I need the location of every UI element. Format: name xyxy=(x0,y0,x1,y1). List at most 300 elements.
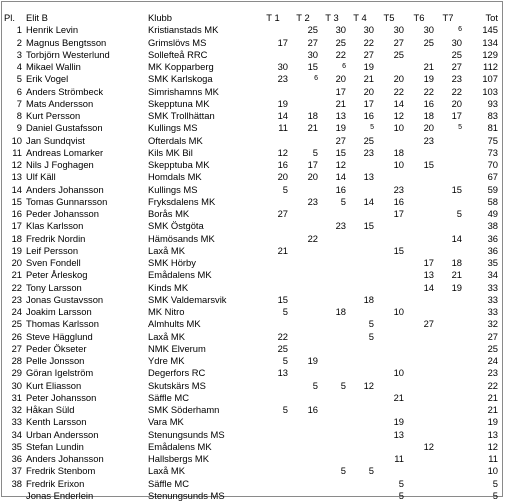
row-t3-score: 15 xyxy=(335,146,346,158)
table-row xyxy=(4,86,498,98)
row-t6-score: 15 xyxy=(423,159,434,170)
row-t5-score: 14 xyxy=(393,97,404,109)
row-t1-score: 23 xyxy=(277,73,288,85)
row-t7-score: 19 xyxy=(451,281,462,293)
table-row xyxy=(4,208,498,220)
table-row xyxy=(4,220,498,232)
table-row xyxy=(4,318,498,330)
table-row xyxy=(4,269,498,281)
table-row xyxy=(4,184,498,196)
row-t5-score xyxy=(374,282,404,294)
row-total: 5 xyxy=(492,489,498,501)
row-club: Kristianstads MK xyxy=(148,24,219,36)
row-t5-score xyxy=(374,135,404,147)
row-t1-score xyxy=(258,441,288,453)
row-t6-score: 19 xyxy=(423,73,434,85)
row-t1-score xyxy=(258,380,288,392)
row-t4-score xyxy=(346,159,374,171)
row-t7-score: 5 xyxy=(456,208,462,219)
row-t4-score xyxy=(346,453,374,465)
table-row xyxy=(4,24,498,36)
row-rider-name: Klas Karlsson xyxy=(26,220,84,232)
row-total: 93 xyxy=(487,97,498,109)
row-place: 2 xyxy=(16,36,22,48)
row-place: 37 xyxy=(11,465,22,477)
table-row xyxy=(4,233,498,245)
row-t4-score xyxy=(346,184,374,196)
row-t4-score xyxy=(346,306,374,318)
row-t1-score xyxy=(258,233,288,245)
row-place: 30 xyxy=(11,379,22,391)
row-t4-score xyxy=(346,233,374,245)
table-row xyxy=(4,343,498,355)
row-t5-score: 10 xyxy=(393,367,404,379)
row-t3-score: 5 xyxy=(340,465,346,477)
row-t1-score: 19 xyxy=(277,97,288,109)
row-t5-score: 21 xyxy=(393,391,404,403)
row-rider-name: Thomas Karlsson xyxy=(26,318,99,330)
row-t3-score: 19 xyxy=(335,122,346,134)
row-club: Laxå MK xyxy=(148,244,185,256)
row-t1-score xyxy=(258,392,288,404)
header-t3: T 3 xyxy=(325,12,339,23)
row-t3-score: 18 xyxy=(335,306,346,317)
row-t1-score: 15 xyxy=(277,293,288,305)
row-place: 21 xyxy=(11,269,22,281)
row-t7-score xyxy=(434,331,462,343)
row-total: 22 xyxy=(487,379,498,391)
row-club: SMK Valdemarsvik xyxy=(148,293,227,305)
row-t6-score xyxy=(404,208,434,220)
row-place: 22 xyxy=(11,281,22,293)
row-t3-score: 5 xyxy=(340,379,346,391)
row-t2-score: 30 xyxy=(307,48,318,60)
row-club: Degerfors RC xyxy=(148,367,206,379)
row-t6-score xyxy=(404,429,434,441)
row-t7-score xyxy=(434,147,462,159)
row-t4-score: 15 xyxy=(363,220,374,232)
row-t1-score: 20 xyxy=(277,171,288,183)
row-t1-score xyxy=(258,24,288,36)
row-t3-score: 5 xyxy=(340,195,346,207)
row-t1-score: 17 xyxy=(277,36,288,48)
row-club: Almhults MK xyxy=(148,318,201,330)
row-t1-score: 5 xyxy=(282,183,288,195)
row-place: 26 xyxy=(11,330,22,342)
row-t7-score: 18 xyxy=(451,257,462,268)
row-t5-score: 25 xyxy=(393,48,404,60)
row-t3-score xyxy=(318,355,346,367)
row-t5-score: 15 xyxy=(393,244,404,256)
row-t6-score xyxy=(404,465,434,477)
row-t2-score: 5 xyxy=(312,146,318,158)
row-t2-score: 5 xyxy=(312,379,318,391)
row-total: 49 xyxy=(487,208,498,219)
row-total: 27 xyxy=(487,330,498,342)
row-total: 81 xyxy=(487,122,498,134)
row-t3-score xyxy=(318,294,346,306)
row-total: 5 xyxy=(492,477,498,489)
row-t7-score xyxy=(434,429,462,441)
row-rider-name: Kurt Eliasson xyxy=(26,379,82,391)
row-club: Skepptuba MK xyxy=(148,159,210,170)
row-t5-score: 10 xyxy=(393,159,404,170)
row-place: 6 xyxy=(16,85,22,97)
row-club: SMK Söderhamn xyxy=(148,404,220,415)
row-total: 129 xyxy=(482,48,498,60)
row-t2-score xyxy=(288,135,318,147)
row-t1-score: 27 xyxy=(277,208,288,219)
row-t3-score xyxy=(318,343,346,355)
row-rider-name: Fredrik Erixon xyxy=(26,477,85,489)
table-row xyxy=(4,257,498,269)
row-t5-score: 16 xyxy=(393,195,404,207)
row-t7-score xyxy=(434,367,462,379)
row-place: 14 xyxy=(11,183,22,195)
row-t4-score: 25 xyxy=(363,134,374,146)
row-t7-score: 20 xyxy=(451,97,462,109)
row-total: 73 xyxy=(487,146,498,158)
row-t3-score xyxy=(318,429,346,441)
row-t2-score xyxy=(288,98,318,110)
row-t6-score xyxy=(404,490,434,502)
row-t2-score xyxy=(288,306,318,318)
row-t5-score xyxy=(374,257,404,269)
row-club: SMK Östgöta xyxy=(148,220,204,232)
row-t3-score: 23 xyxy=(335,220,346,232)
table-row xyxy=(4,73,498,85)
row-rider-name: Henrik Levin xyxy=(26,24,79,36)
row-t2-score xyxy=(288,331,318,343)
row-rider-name: Jonas Enderlein xyxy=(26,489,94,501)
row-t6-score: 18 xyxy=(423,110,434,121)
row-t1-score xyxy=(258,490,288,502)
table-row xyxy=(4,245,498,257)
row-t4-score: 5 xyxy=(368,318,374,330)
row-t7-score xyxy=(434,453,462,465)
row-t4-score xyxy=(346,404,374,416)
row-t2-score xyxy=(288,478,318,490)
row-t3-score xyxy=(318,245,346,257)
row-rider-name: Tomas Gunnarsson xyxy=(26,195,108,207)
table-row xyxy=(4,355,498,367)
table-row xyxy=(4,37,498,49)
row-t4-score: 5 xyxy=(368,465,374,477)
row-t5-score: 5 xyxy=(398,489,404,501)
row-t2-score: 15 xyxy=(307,61,318,72)
row-rider-name: Leif Persson xyxy=(26,244,79,256)
row-rider-name: Stefan Lundin xyxy=(26,440,84,452)
row-t5-score xyxy=(374,61,404,73)
row-t2-score: 22 xyxy=(307,232,318,244)
row-rider-name: Kenth Larsson xyxy=(26,416,87,428)
row-total: 33 xyxy=(487,293,498,305)
row-t2-score xyxy=(288,282,318,294)
row-club: Stenungsunds MS xyxy=(148,489,225,501)
row-rider-name: Anders Johansson xyxy=(26,453,104,464)
header-row xyxy=(4,12,498,24)
row-club: Laxå MK xyxy=(148,465,185,477)
table-row xyxy=(4,465,498,477)
row-t2-score xyxy=(288,392,318,404)
row-total: 36 xyxy=(487,244,498,256)
row-total: 35 xyxy=(487,257,498,268)
row-place: 4 xyxy=(16,61,22,72)
row-rider-name: Peder Ökseter xyxy=(26,342,87,354)
row-club: Säffle MC xyxy=(148,391,189,403)
row-t2-score xyxy=(288,441,318,453)
row-t3-score xyxy=(318,318,346,330)
row-total: 21 xyxy=(487,391,498,403)
row-t7-score xyxy=(434,306,462,318)
table-row xyxy=(4,122,498,134)
row-t6-score xyxy=(404,49,434,61)
row-total: 70 xyxy=(487,159,498,170)
row-t2-score xyxy=(288,490,318,502)
row-t3-score xyxy=(318,367,346,379)
row-t5-score: 20 xyxy=(393,73,404,85)
row-t7-score xyxy=(434,355,462,367)
header-t1: T 1 xyxy=(266,12,280,23)
row-t2-score: 20 xyxy=(307,171,318,183)
row-t4-score xyxy=(346,282,374,294)
row-t7-score xyxy=(434,220,462,232)
table-row xyxy=(4,453,498,465)
row-t6-score xyxy=(404,331,434,343)
row-total: 25 xyxy=(487,342,498,354)
row-place: 19 xyxy=(11,244,22,256)
row-t6-score xyxy=(404,453,434,465)
row-t7-score xyxy=(434,318,462,330)
row-t2-score xyxy=(288,465,318,477)
row-t1-score: 13 xyxy=(277,367,288,379)
header-pl: Pl. xyxy=(4,12,15,23)
row-t7-score xyxy=(434,135,462,147)
row-t6-score xyxy=(404,220,434,232)
row-t7-score xyxy=(434,404,462,416)
row-t5-score: 17 xyxy=(393,208,404,219)
page-title: Elit B xyxy=(26,12,48,23)
table-row xyxy=(4,147,498,159)
row-t2-score: 6 xyxy=(314,75,318,83)
row-total: 10 xyxy=(487,465,498,477)
row-t6-score: 14 xyxy=(423,281,434,293)
row-t5-score xyxy=(374,465,404,477)
row-t5-score xyxy=(374,404,404,416)
row-t1-score: 5 xyxy=(282,355,288,366)
row-total: 75 xyxy=(487,134,498,146)
table-row xyxy=(4,392,498,404)
row-t5-score xyxy=(374,220,404,232)
row-t7-score: 5 xyxy=(458,124,462,132)
row-t7-score: 21 xyxy=(451,269,462,281)
row-club: Fryksdalens MK xyxy=(148,195,216,207)
row-t4-score: 27 xyxy=(363,48,374,60)
row-place: 36 xyxy=(11,453,22,464)
row-t6-score xyxy=(404,343,434,355)
row-place: 3 xyxy=(16,48,22,60)
row-t4-score xyxy=(346,416,374,428)
row-t4-score xyxy=(346,490,374,502)
row-t6-score: 27 xyxy=(423,318,434,330)
row-rider-name: Steve Hägglund xyxy=(26,330,93,342)
row-place: 24 xyxy=(11,306,22,317)
row-club: Skutskärs MS xyxy=(148,379,206,391)
row-rider-name: Tony Larsson xyxy=(26,281,82,293)
row-t5-score xyxy=(374,380,404,392)
table-row xyxy=(4,429,498,441)
header-t4: T 4 xyxy=(353,12,367,23)
row-t1-score: 5 xyxy=(282,404,288,415)
row-place: 20 xyxy=(11,257,22,268)
row-t7-score xyxy=(434,416,462,428)
row-club: Skepptuna MK xyxy=(148,97,210,109)
row-t2-score xyxy=(288,453,318,465)
row-rider-name: Anders Strömbeck xyxy=(26,85,104,97)
row-t2-score xyxy=(288,318,318,330)
row-t4-score: 20 xyxy=(363,85,374,97)
row-t2-score xyxy=(288,208,318,220)
row-t4-score xyxy=(346,343,374,355)
row-t6-score xyxy=(404,196,434,208)
row-t6-score xyxy=(404,294,434,306)
row-rider-name: Håkan Süld xyxy=(26,404,75,415)
row-t1-score xyxy=(258,269,288,281)
row-t2-score xyxy=(288,184,318,196)
row-place: 7 xyxy=(16,97,22,109)
row-t5-score xyxy=(374,269,404,281)
row-rider-name: Erik Vogel xyxy=(26,73,69,85)
row-total: 13 xyxy=(487,428,498,440)
standings-body xyxy=(4,24,498,502)
row-t1-score xyxy=(258,49,288,61)
row-t7-score xyxy=(434,465,462,477)
row-t5-score: 10 xyxy=(393,306,404,317)
row-t7-score: 15 xyxy=(451,183,462,195)
row-t5-score: 18 xyxy=(393,146,404,158)
row-t3-score: 21 xyxy=(335,97,346,109)
row-rider-name: Torbjörn Westerlund xyxy=(26,48,110,60)
table-row xyxy=(4,282,498,294)
row-t5-score: 13 xyxy=(393,428,404,440)
row-t3-score: 30 xyxy=(335,24,346,36)
row-t6-score: 20 xyxy=(423,122,434,134)
row-total: 23 xyxy=(487,367,498,379)
row-total: 112 xyxy=(483,61,498,72)
row-t3-score: 13 xyxy=(335,110,346,121)
row-t7-score xyxy=(434,159,462,171)
row-t6-score xyxy=(404,392,434,404)
row-t2-score xyxy=(288,257,318,269)
row-t1-score: 5 xyxy=(282,306,288,317)
row-club: Borås MK xyxy=(148,208,190,219)
table-row xyxy=(4,478,498,490)
row-total: 67 xyxy=(487,171,498,183)
row-place: 38 xyxy=(11,477,22,489)
row-t7-score: 6 xyxy=(458,26,462,34)
row-total: 33 xyxy=(487,306,498,317)
table-row xyxy=(4,367,498,379)
row-t5-score: 12 xyxy=(393,110,404,121)
row-place: 15 xyxy=(11,195,22,207)
header-t5: T5 xyxy=(383,12,395,23)
row-t4-score: 16 xyxy=(363,110,374,121)
row-place: 10 xyxy=(11,134,22,146)
row-t3-score xyxy=(318,282,346,294)
row-club: Kils MK Bil xyxy=(148,146,193,158)
row-t7-score xyxy=(434,441,462,453)
row-place: 8 xyxy=(16,110,22,121)
row-t3-score: 12 xyxy=(335,159,346,170)
row-t2-score: 19 xyxy=(307,355,318,366)
row-t4-score: 5 xyxy=(370,124,374,132)
row-t3-score xyxy=(318,392,346,404)
row-t2-score xyxy=(288,294,318,306)
row-t5-score: 19 xyxy=(393,416,404,428)
row-place: 12 xyxy=(11,159,22,170)
row-t7-score xyxy=(434,171,462,183)
row-total: 36 xyxy=(487,232,498,244)
row-rider-name: Jonas Gustavsson xyxy=(26,293,104,305)
table-row xyxy=(4,404,498,416)
row-t2-score xyxy=(288,416,318,428)
row-t4-score: 17 xyxy=(363,97,374,109)
row-t7-score: 22 xyxy=(451,85,462,97)
row-club: NMK Elverum xyxy=(148,342,206,354)
row-t5-score: 11 xyxy=(394,453,404,464)
row-club: MK Nitro xyxy=(148,306,185,317)
row-total: 103 xyxy=(482,85,498,97)
row-club: Säffle MC xyxy=(148,477,189,489)
row-t1-score xyxy=(258,429,288,441)
row-t4-score xyxy=(346,208,374,220)
row-t4-score: 22 xyxy=(363,36,374,48)
table-row xyxy=(4,331,498,343)
row-t3-score xyxy=(318,404,346,416)
row-t6-score xyxy=(404,233,434,245)
row-place: 35 xyxy=(11,440,22,452)
row-place: 28 xyxy=(11,355,22,366)
row-t5-score xyxy=(374,331,404,343)
row-t6-score: 23 xyxy=(423,134,434,146)
row-t2-score: 18 xyxy=(307,110,318,121)
row-t2-score: 16 xyxy=(307,404,318,415)
row-total: 24 xyxy=(487,355,498,366)
row-t7-score xyxy=(434,490,462,502)
row-total: 134 xyxy=(482,36,498,48)
table-row xyxy=(4,441,498,453)
row-t3-score xyxy=(318,441,346,453)
row-t4-score xyxy=(346,257,374,269)
row-t5-score: 22 xyxy=(393,85,404,97)
row-t5-score xyxy=(374,233,404,245)
row-rider-name: Andreas Lomarker xyxy=(26,146,104,158)
row-club: MK Kopparberg xyxy=(148,61,214,72)
row-club: Hallsbergs MK xyxy=(148,453,209,464)
table-row xyxy=(4,294,498,306)
row-rider-name: Pelle Jonsson xyxy=(26,355,85,366)
row-t2-score: 27 xyxy=(307,36,318,48)
header-t2: T 2 xyxy=(296,12,310,23)
row-t4-score: 21 xyxy=(363,73,374,85)
row-t6-score xyxy=(404,367,434,379)
row-t2-score: 25 xyxy=(307,24,318,36)
row-t2-score xyxy=(288,343,318,355)
row-t4-score xyxy=(346,478,374,490)
row-t5-score: 5 xyxy=(398,477,404,489)
row-t3-score: 17 xyxy=(335,85,346,97)
row-t6-score: 17 xyxy=(423,257,434,268)
